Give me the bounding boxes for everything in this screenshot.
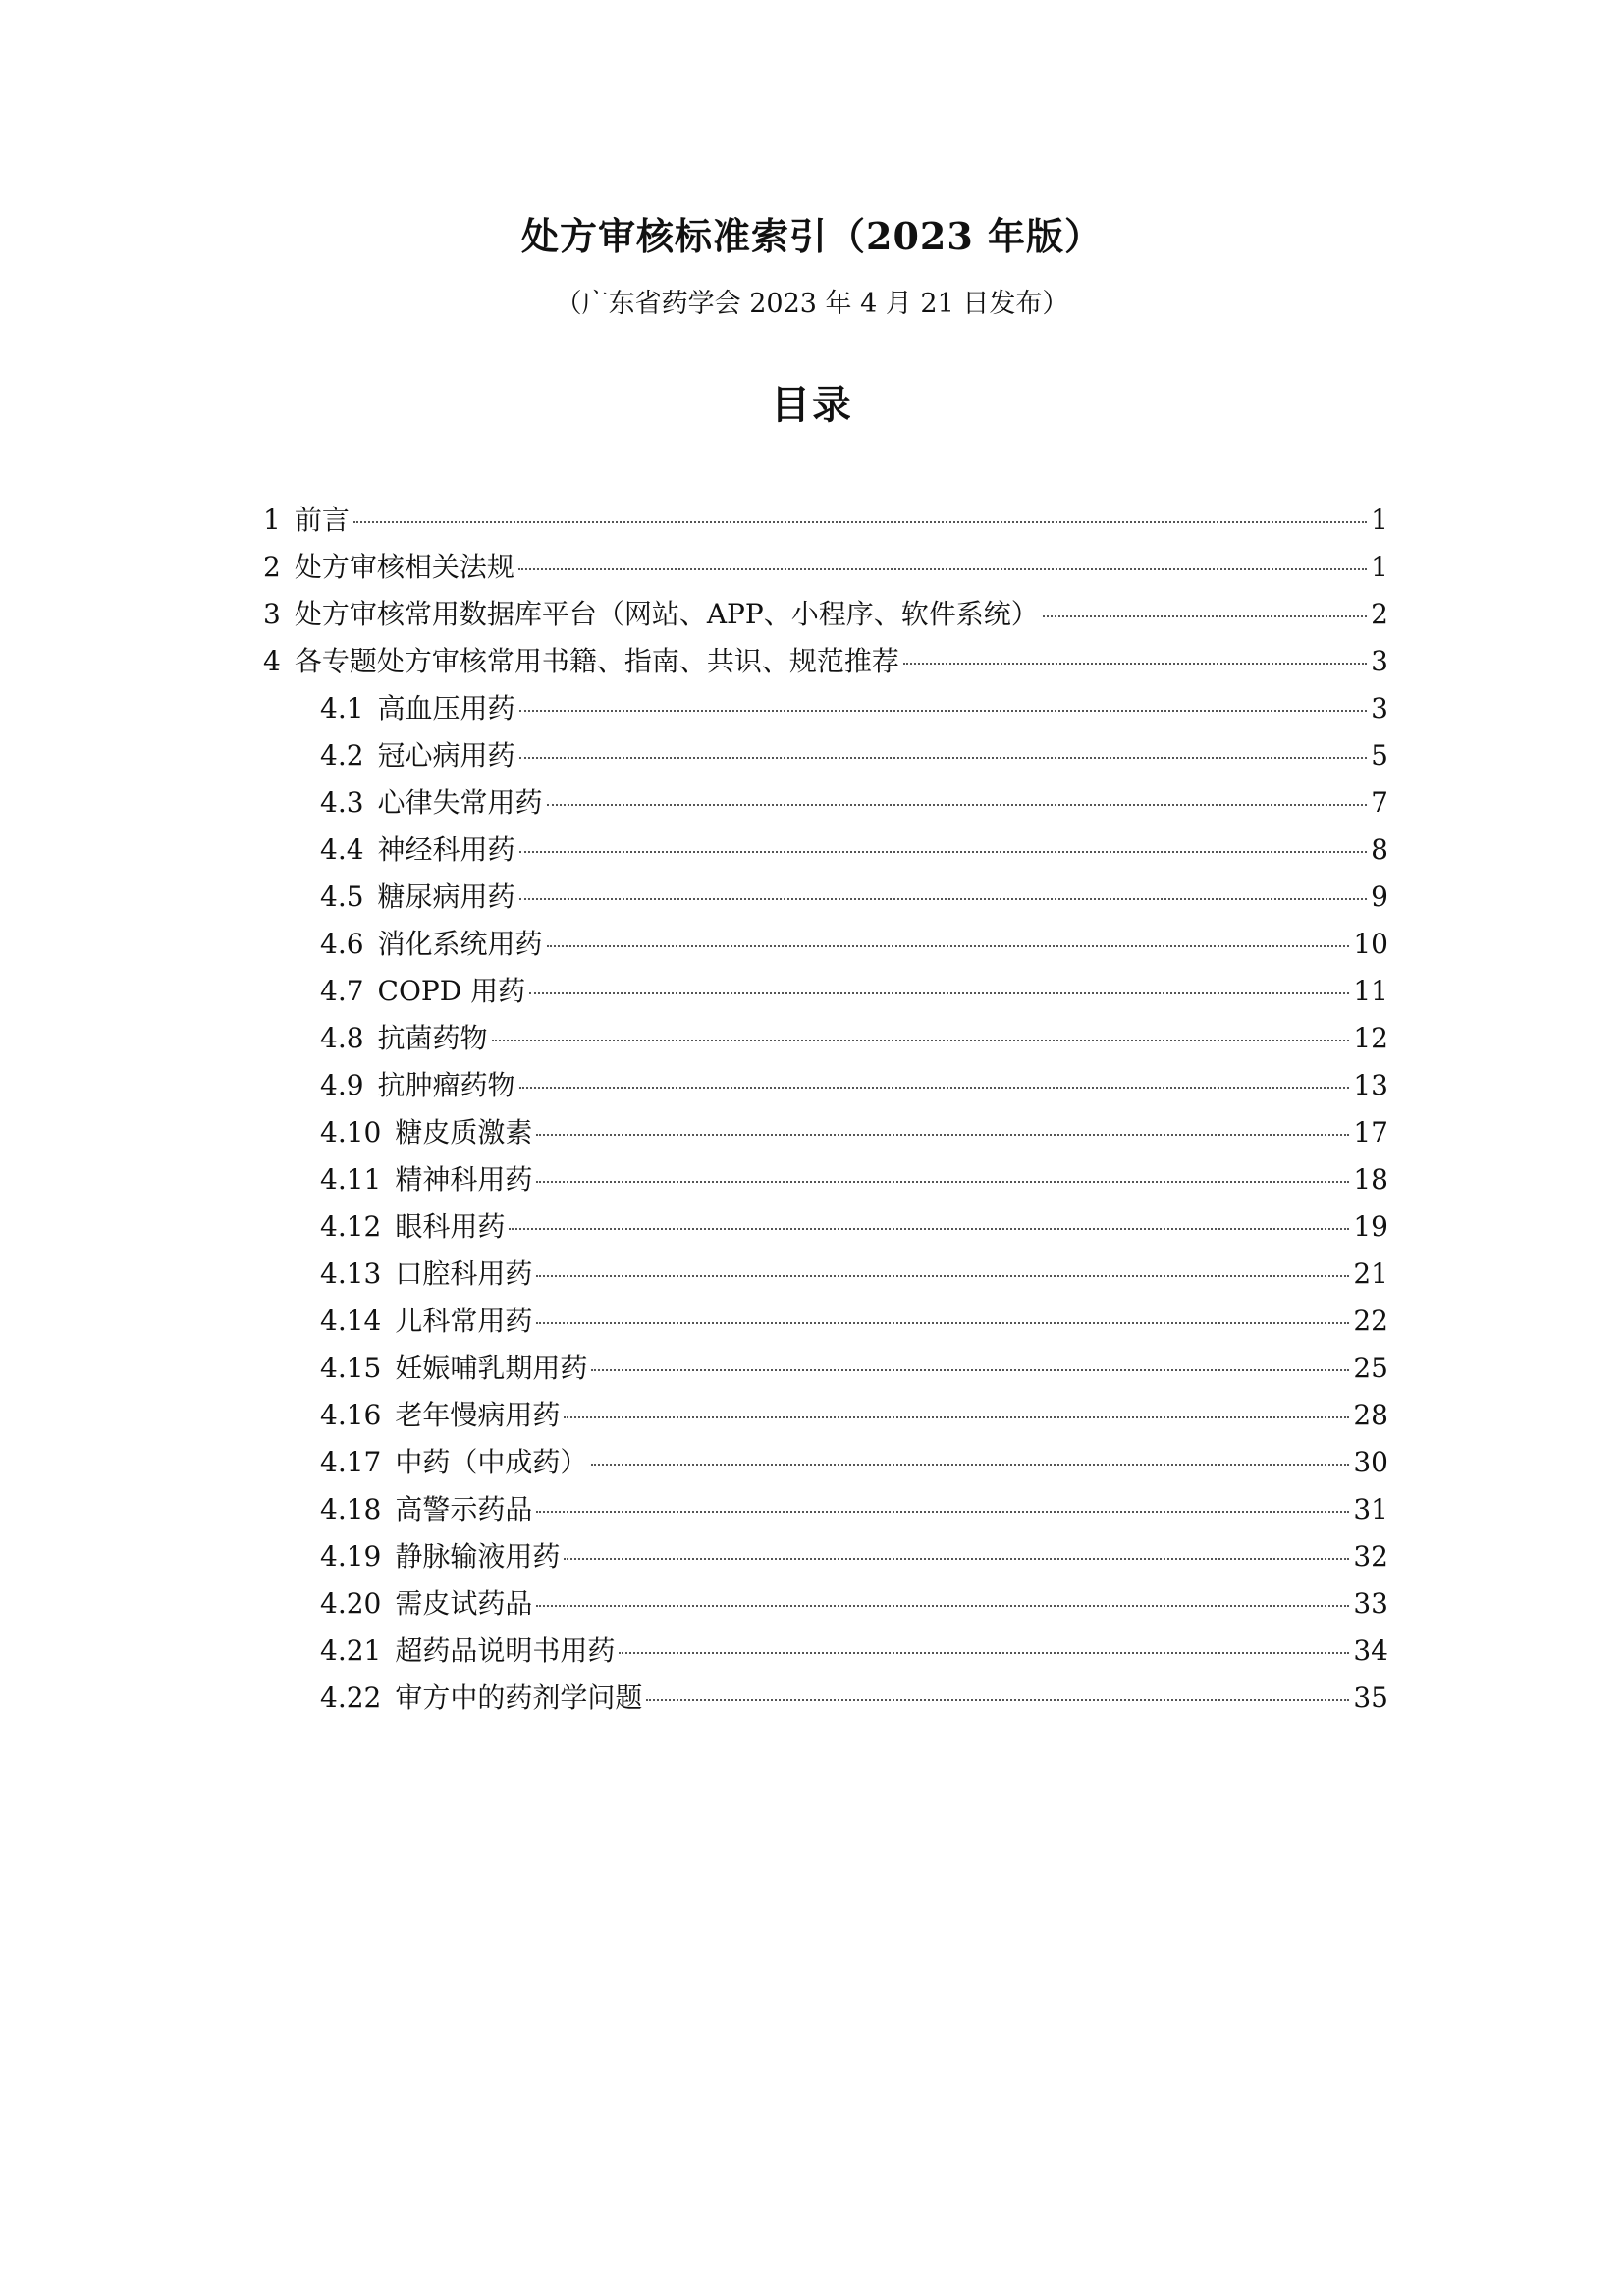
toc-leader-dots: [619, 1652, 1349, 1654]
toc-entry-number: 4.12: [320, 1210, 382, 1243]
toc-entry-label: 高警示药品: [395, 1493, 533, 1525]
toc-entry[interactable]: [263, 685, 1388, 732]
toc-entry-page-number: 5: [1371, 739, 1388, 772]
toc-entry-label: 口腔科用药: [395, 1257, 533, 1290]
toc-entry-page-number: 13: [1353, 1069, 1388, 1101]
toc-entry-label: 糖皮质激素: [395, 1116, 533, 1148]
toc-entry-number: 4.14: [320, 1305, 382, 1337]
toc-entry-page-number: 10: [1353, 928, 1388, 960]
toc-entry-label: 儿科常用药: [395, 1305, 533, 1337]
toc-entry-number: 4.3: [320, 786, 364, 819]
toc-entry-number: 4.10: [320, 1116, 382, 1148]
toc-entry-page-number: 30: [1353, 1446, 1388, 1478]
toc-leader-dots: [509, 1228, 1349, 1230]
toc-entry-label: 冠心病用药: [377, 739, 515, 772]
toc-entry-number: 2: [263, 551, 281, 583]
toc-entry-number: 4.8: [320, 1022, 364, 1054]
toc-entry-page-number: 18: [1353, 1163, 1388, 1196]
toc-entry-label: 心律失常用药: [377, 786, 543, 819]
toc-entry-number: 4.20: [320, 1587, 382, 1620]
toc-entry-page-number: 12: [1353, 1022, 1388, 1054]
toc-entry[interactable]: [263, 874, 1388, 921]
toc-entry-page-number: 11: [1353, 975, 1388, 1007]
toc-entry-number: 4.15: [320, 1352, 382, 1384]
toc-leader-dots: [536, 1181, 1349, 1183]
toc-entry-number: 4.13: [320, 1257, 382, 1290]
toc-entry-page-number: 32: [1353, 1540, 1388, 1573]
toc-entry-number: 4: [263, 645, 281, 677]
toc-entry[interactable]: [263, 1015, 1388, 1062]
toc-entry[interactable]: [263, 1062, 1388, 1109]
toc-entry-label: 眼科用药: [395, 1210, 506, 1243]
toc-entry-label: 抗肿瘤药物: [377, 1069, 515, 1101]
toc-entry[interactable]: [263, 1439, 1388, 1486]
toc-entry-page-number: 3: [1371, 692, 1388, 724]
toc-leader-dots: [903, 663, 1367, 665]
document-subtitle: （广东省药学会 2023 年 4 月 21 日发布）: [555, 289, 1069, 319]
toc-leader-dots: [536, 1511, 1349, 1513]
toc-entry[interactable]: [263, 1580, 1388, 1628]
toc-leader-dots: [564, 1558, 1349, 1560]
toc-entry-number: 4.7: [320, 975, 364, 1007]
toc-entry-number: 3: [263, 598, 281, 630]
toc-entry-page-number: 25: [1353, 1352, 1388, 1384]
toc-leader-dots: [518, 568, 1367, 570]
toc-entry-number: 4.1: [320, 692, 364, 724]
toc-entry-number: 4.21: [320, 1634, 382, 1667]
toc-entry-number: 4.2: [320, 739, 364, 772]
toc-entry-number: 4.22: [320, 1682, 382, 1714]
toc-entry-page-number: 28: [1353, 1399, 1388, 1431]
toc-entry-label: 抗菌药物: [377, 1022, 488, 1054]
toc-entry[interactable]: [263, 638, 1388, 685]
toc-entry-label: 老年慢病用药: [395, 1399, 561, 1431]
toc-entry[interactable]: [263, 1298, 1388, 1345]
toc-entry[interactable]: [263, 827, 1388, 874]
toc-leader-dots: [1043, 615, 1367, 617]
toc-entry-page-number: 34: [1353, 1634, 1388, 1667]
toc-entry-number: 4.18: [320, 1493, 382, 1525]
toc-entry[interactable]: [263, 921, 1388, 968]
toc-entry-page-number: 1: [1371, 551, 1388, 583]
toc-entry[interactable]: [263, 1628, 1388, 1675]
toc-entry-page-number: 31: [1353, 1493, 1388, 1525]
toc-entry-label: 消化系统用药: [377, 928, 543, 960]
toc-entry-label: 高血压用药: [377, 692, 515, 724]
toc-entry[interactable]: [263, 1156, 1388, 1203]
toc-entry-page-number: 7: [1371, 786, 1388, 819]
toc-entry-page-number: 2: [1371, 598, 1388, 630]
toc-entry-number: 4.11: [320, 1163, 382, 1196]
toc-entry-number: 4.17: [320, 1446, 382, 1478]
toc-leader-dots: [591, 1369, 1349, 1371]
table-of-contents: [263, 497, 1388, 1722]
toc-entry-label: 各专题处方审核常用书籍、指南、共识、规范推荐: [294, 645, 899, 677]
toc-entry-page-number: 22: [1353, 1305, 1388, 1337]
toc-entry[interactable]: [263, 1203, 1388, 1251]
toc-leader-dots: [353, 521, 1367, 523]
toc-entry-page-number: 21: [1353, 1257, 1388, 1290]
toc-entry-label: 处方审核常用数据库平台（网站、APP、小程序、软件系统）: [294, 598, 1039, 630]
document-title: 处方审核标准索引（2023 年版）: [521, 214, 1103, 258]
toc-leader-dots: [591, 1464, 1349, 1466]
toc-entry-page-number: 8: [1371, 833, 1388, 866]
toc-entry[interactable]: [263, 1675, 1388, 1722]
toc-entry-label: 审方中的药剂学问题: [395, 1682, 643, 1714]
toc-entry-label: 精神科用药: [395, 1163, 533, 1196]
toc-entry-number: 4.16: [320, 1399, 382, 1431]
toc-leader-dots: [492, 1040, 1350, 1041]
toc-entry-number: 4.9: [320, 1069, 364, 1101]
toc-entry[interactable]: [263, 1486, 1388, 1533]
toc-entry[interactable]: [263, 591, 1388, 638]
toc-leader-dots: [536, 1275, 1349, 1277]
toc-entry-label: 处方审核相关法规: [294, 551, 514, 583]
toc-leader-dots: [536, 1605, 1349, 1607]
toc-entry-label: 中药（中成药）: [395, 1446, 588, 1478]
toc-leader-dots: [564, 1416, 1349, 1418]
toc-entry-label: COPD 用药: [377, 975, 526, 1007]
toc-entry-page-number: 9: [1371, 881, 1388, 913]
toc-entry[interactable]: [263, 732, 1388, 779]
toc-leader-dots: [529, 992, 1349, 994]
toc-entry-label: 超药品说明书用药: [395, 1634, 616, 1667]
toc-leader-dots: [536, 1134, 1349, 1136]
toc-leader-dots: [646, 1699, 1349, 1701]
toc-entry-label: 妊娠哺乳期用药: [395, 1352, 588, 1384]
toc-entry[interactable]: [263, 497, 1388, 544]
toc-entry-number: 4.19: [320, 1540, 382, 1573]
toc-entry-page-number: 19: [1353, 1210, 1388, 1243]
toc-entry[interactable]: [263, 1251, 1388, 1298]
toc-entry-page-number: 1: [1371, 504, 1388, 536]
toc-entry[interactable]: [263, 968, 1388, 1015]
toc-entry-page-number: 17: [1353, 1116, 1388, 1148]
toc-entry[interactable]: [263, 1345, 1388, 1392]
toc-entry[interactable]: [263, 544, 1388, 591]
toc-entry-number: 4.5: [320, 881, 364, 913]
toc-entry-number: 4.6: [320, 928, 364, 960]
toc-leader-dots: [547, 804, 1368, 806]
toc-heading: 目录: [771, 382, 853, 428]
toc-leader-dots: [536, 1322, 1349, 1324]
toc-entry-page-number: 35: [1353, 1682, 1388, 1714]
toc-entry-number: 1: [263, 504, 281, 536]
toc-leader-dots: [519, 898, 1368, 900]
toc-entry[interactable]: [263, 1109, 1388, 1156]
toc-leader-dots: [519, 1087, 1350, 1089]
toc-entry-label: 糖尿病用药: [377, 881, 515, 913]
toc-entry[interactable]: [263, 1392, 1388, 1439]
toc-entry[interactable]: [263, 1533, 1388, 1580]
toc-leader-dots: [519, 710, 1368, 712]
toc-entry[interactable]: [263, 779, 1388, 827]
toc-leader-dots: [547, 945, 1350, 947]
toc-entry-label: 前言: [294, 504, 350, 536]
toc-entry-label: 静脉输液用药: [395, 1540, 561, 1573]
toc-entry-label: 需皮试药品: [395, 1587, 533, 1620]
toc-leader-dots: [519, 851, 1368, 853]
toc-entry-page-number: 33: [1353, 1587, 1388, 1620]
toc-leader-dots: [519, 757, 1368, 759]
toc-entry-page-number: 3: [1371, 645, 1388, 677]
toc-entry-number: 4.4: [320, 833, 364, 866]
toc-entry-label: 神经科用药: [377, 833, 515, 866]
